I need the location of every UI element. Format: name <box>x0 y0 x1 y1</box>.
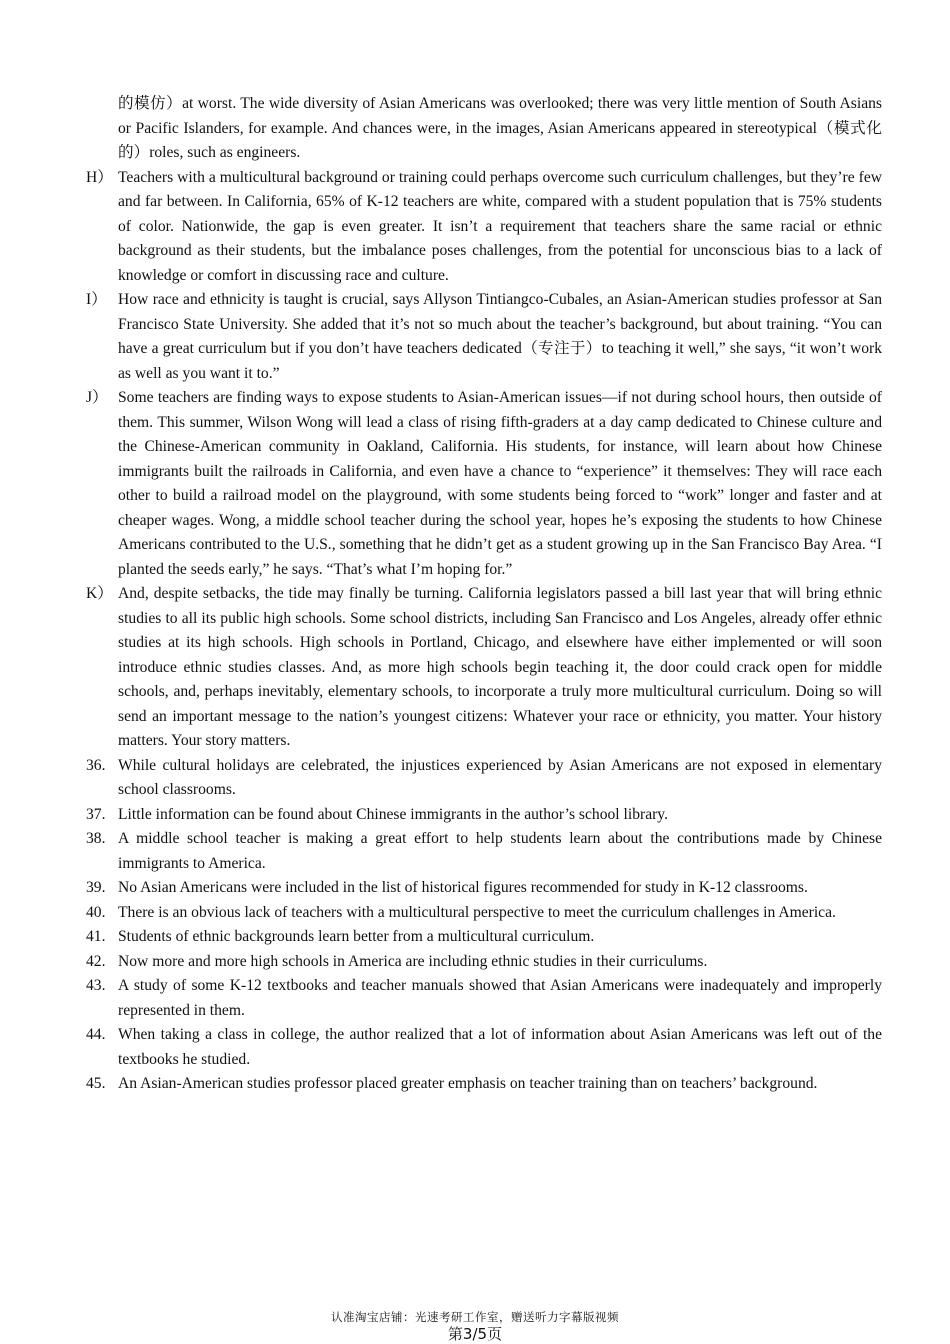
paragraph-h <box>86 166 882 289</box>
continuation-text: 的模仿）at worst. The wide diversity of Asian Americans was overlooked; there was very little mention of South Asians or Pacific Islanders, for example. And chances were, in the images, Asian Americans appeared in stereotypical（模式化的）roles, such as engineers. <box>118 95 882 161</box>
question-text: When taking a class in college, the author realized that a lot of information about Asian Americans was left out of the textbooks he studied. <box>118 1026 882 1068</box>
question-text: Little information can be found about Chinese immigrants in the author’s school library. <box>118 805 668 823</box>
question-text: Now more and more high schools in America are including ethnic studies in their curriculums. <box>118 952 708 970</box>
shop-note: 认准淘宝店铺：光速考研工作室，赠送听力字幕版视频 <box>331 1310 619 1324</box>
question-text: An Asian-American studies professor placed greater emphasis on teacher training than on teachers’ background. <box>118 1075 818 1092</box>
question-37 <box>86 803 882 828</box>
question-number: 39. <box>86 879 106 896</box>
question-text: There is an obvious lack of teachers with a multicultural perspective to meet the curriculum challenges in America. <box>118 903 836 921</box>
question-36 <box>86 754 882 803</box>
question-number: 44. <box>86 1026 106 1043</box>
paragraph-label: I） <box>86 291 107 308</box>
paragraph-label: K） <box>86 585 113 602</box>
question-text: While cultural holidays are celebrated, the injustices experienced by Asian Americans are not exposed in elementary school classrooms. <box>118 756 882 798</box>
question-42 <box>86 950 882 975</box>
paragraph-label: H） <box>86 168 113 186</box>
question-text: A study of some K-12 textbooks and teacher manuals showed that Asian Americans were inadequately and improperly represented in them. <box>118 977 882 1019</box>
passage-continuation <box>86 92 882 166</box>
question-text: A middle school teacher is making a great effort to help students learn about the contributions made by Chinese immigrants to America. <box>118 830 882 872</box>
paragraph-text: How race and ethnicity is taught is crucial, says Allyson Tintiangco-Cubales, an Asian-American studies professor at San Francisco State University. She added that it’s not so much about the teacher’s background, but about training. “You can have a great curriculum but if you don’t have teachers dedicated（专注于）to teaching it well,” she says, “it won’t work as well as you want it to.” <box>118 291 882 382</box>
question-number: 41. <box>86 928 106 945</box>
paragraph-k <box>86 582 882 754</box>
paragraph-label: J） <box>86 389 108 406</box>
question-number: 42. <box>86 952 106 970</box>
question-number: 38. <box>86 830 106 847</box>
question-number: 36. <box>86 756 106 774</box>
question-39 <box>86 876 882 901</box>
question-number: 43. <box>86 977 106 994</box>
paragraph-text: Teachers with a multicultural background or training could perhaps overcome such curriculum challenges, but they’re few and far between. In California, 65% of K-12 teachers are white, compared with a student population that is 75% students of color. Nationwide, the gap is even greater. It isn’t a requirement that teachers share the same racial or ethnic background as their students, but the imbalance poses challenges, from the potential for unconscious bias to a lack of knowledge or comfort in discussing race and culture. <box>118 168 882 284</box>
paragraph-j <box>86 386 882 582</box>
paragraph-text: Some teachers are finding ways to expose students to Asian-American issues—if not during school hours, then outside of them. This summer, Wilson Wong will lead a class of rising fifth-graders at a day camp dedicated to Chinese culture and the Chinese-American community in Oakland, California. His students, for instance, will learn about how Chinese immigrants built the railroads in California, and even have a chance to “experience” it themselves: They will race each other to build a railroad model on the playground, with some students being forced to “work” longer and faster and at cheaper wages. Wong, a middle school teacher during the school year, hopes he’s exposing the students to how Chinese Americans contributed to the U.S., something that he didn’t get as a student growing up in the San Francisco Bay Area. “I planted the seeds early,” he says. “That’s what I’m hoping for.” <box>118 389 882 578</box>
document-body <box>86 92 882 1097</box>
question-43 <box>86 974 882 1023</box>
question-38 <box>86 827 882 876</box>
question-45 <box>86 1072 882 1097</box>
paragraph-text: And, despite setbacks, the tide may finally be turning. California legislators passed a bill last year that will bring ethnic studies to all its public high schools. Some school districts, including San Francisco and Los Angeles, already offer ethnic studies at its high schools. High schools in Portland, Chicago, and elsewhere have either implemented or will soon introduce ethnic studies classes. And, as more high schools begin teaching it, the door could crack open for middle schools, and, perhaps inevitably, elementary schools, to incorporate a truly more multicultural curriculum. Doing so will send an important message to the nation’s youngest citizens: Whatever your race or ethnicity, you matter. Your history matters. Your story matters. <box>118 585 882 749</box>
question-41 <box>86 925 882 950</box>
question-44 <box>86 1023 882 1072</box>
question-number: 37. <box>86 805 106 823</box>
question-number: 40. <box>86 903 106 921</box>
question-text: Students of ethnic backgrounds learn better from a multicultural curriculum. <box>118 928 595 945</box>
paragraph-i <box>86 288 882 386</box>
question-text: No Asian Americans were included in the list of historical figures recommended for study in K-12 classrooms. <box>118 879 808 896</box>
page-number: 第3/5页 <box>447 1325 503 1343</box>
question-number: 45. <box>86 1075 106 1092</box>
question-40 <box>86 901 882 926</box>
